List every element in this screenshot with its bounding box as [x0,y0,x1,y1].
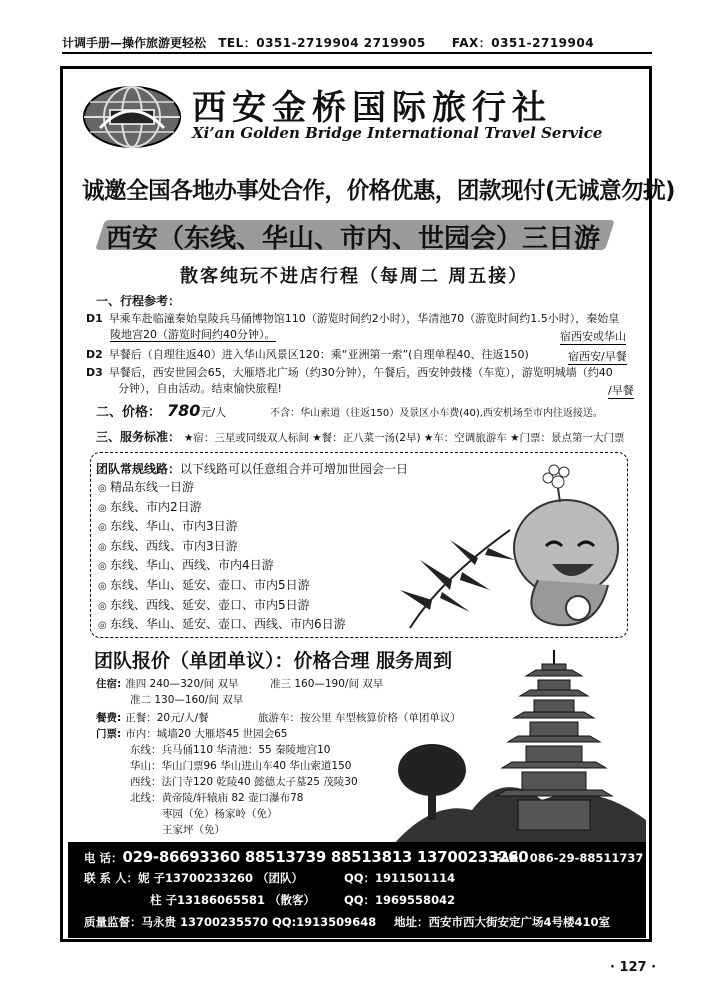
route-marker-icon: ◎ [98,541,107,553]
route-marker-icon: ◎ [98,620,107,632]
handbook-tagline: 计调手册—操作旅游更轻松 [62,36,207,50]
ticket-line-6: 枣园（免）杨家岭（免） [162,808,278,820]
service-label: 三、服务标准： [96,430,181,444]
routes-title-rest: 以下线路可以任意组合并可增加世园会一日 [180,462,409,476]
contact-qq-1: QQ：1911501114 [344,871,456,885]
route-marker-icon: ◎ [98,561,107,573]
itinerary-note-d2: 宿西安/早餐 [568,350,627,363]
ticket-line-4: 西线：法门寺120 乾陵40 懿德太子墓25 茂陵30 [130,776,358,788]
contact-person-2: 柱 子13186065581 （散客） [150,893,316,907]
itinerary-heading: 一、行程参考： [96,294,181,308]
lodging-line-1: 住宿: 准四 240—320/间 双早 [96,678,239,690]
routes-title [96,460,408,477]
list-item: ◎ 精品东线一日游 [98,478,346,498]
top-header-bar [62,34,652,54]
ticket-line-1: 门票: 市内：城墙20 大雁塔45 世园会65 [96,728,288,740]
itinerary-note-d3: /早餐 [608,384,634,397]
tour-title: 西安（东线、华山、市内、世园会）三日游 [106,224,601,254]
header-fax: FAX：0351-2719904 [451,36,595,50]
day-text: 分钟），自由活动。结束愉快旅程! [118,382,282,395]
lodging-label: 住宿: [96,678,122,690]
list-item: ◎ 东线、市内2日游 [98,498,346,518]
contact-person-1: 联 系 人：妮 子13700233260 （团队） [84,871,304,885]
mascot-character-icon [498,460,628,630]
phone-label: 电 话： [84,851,123,865]
quality-supervisor-line: 质量监督：马永贵 13700235570 QQ:1913509648 [84,915,377,929]
supervisor-label: 质量监督： [84,915,142,929]
meal-label: 餐费: [96,712,122,724]
day-text: 陵地宫20（游览时间约40分钟）。 [110,328,276,341]
pagoda-tower-icon [392,650,646,846]
ticket-label: 门票: [96,728,122,740]
contact-qq-2: QQ：1969558042 [344,893,456,907]
lodging-line-3: 准二 130—160/间 双早 [130,694,244,706]
contact-address: 地址：西安市西大街安定广场4号楼410室 [394,915,611,929]
itinerary-day-1 [86,312,619,326]
company-name-cn: 西安金桥国际旅行社 [192,88,552,128]
itinerary-day-1-cont [110,328,276,342]
tour-subtitle: 散客纯玩不进店行程（每周二 周五接） [180,266,529,287]
header-tel: TEL：0351-2719904 2719905 [218,36,426,50]
itinerary-day-3-cont [118,382,282,396]
day-label: D2 [86,348,103,361]
itinerary-note-d1: 宿西安或华山 [560,330,626,343]
service-text: ★宿：三星或同级双人标间 ★餐：正八菜一汤(2早) ★车：空调旅游车 ★门票：景点第一大门票 [184,432,625,444]
contact-box [68,842,646,938]
company-name-en: Xi’an Golden Bridge International Travel Service [192,124,603,142]
price-unit: 元/人 [200,406,227,419]
route-marker-icon: ◎ [98,483,107,494]
itinerary-day-2 [86,348,529,362]
route-marker-icon: ◎ [98,502,107,514]
list-item: ◎ 东线、华山、市内3日游 [98,517,346,537]
bus-line: 旅游车：按公里 车型核算价格（单团单议） [258,712,461,724]
route-marker-icon: ◎ [98,522,107,534]
route-marker-icon: ◎ [98,600,107,612]
price-row [96,401,603,420]
day-text: 早餐后，西安世园会65，大雁塔北广场（约30分钟），午餐后，西安钟鼓楼（车览），游览明城墙（约40 [108,366,613,379]
ticket-line-7: 王家坪（免） [162,824,225,836]
day-text: 早乘车赴临潼秦始皇陵兵马俑博物馆110（游览时间约2小时），华清池70（游览时间约1.5小时），秦始皇 [108,312,620,325]
meal-line: 餐费: 正餐：20元/人/餐 [96,712,209,724]
routes-title-bold: 团队常规线路： [96,462,181,476]
route-marker-icon: ◎ [98,580,107,592]
company-logo-area [76,78,642,158]
globe-bridge-logo-icon [80,84,184,150]
lodging-line-2: 准三 160—190/间 双早 [270,678,384,690]
list-item: ◎ 东线、西线、延安、壶口、市内5日游 [98,596,346,616]
list-item: ◎ 东线、华山、西线、市内4日游 [98,556,346,576]
itinerary-day-3 [86,366,613,380]
phone-numbers: 029-86693360 88513739 88513813 13700233260 [122,848,529,866]
route-list [98,478,346,635]
cooperation-banner: 诚邀全国各地办事处合作，价格优惠，团款现付(无诚意勿扰) [82,178,675,204]
page-number: · 127 · [610,960,657,975]
price-label: 二、价格： [96,405,162,420]
ticket-line-5: 北线：黄帝陵/轩辕庙 82 壶口瀑布78 [130,792,304,804]
contact-fax: FAX：086-29-88511737 [494,851,644,865]
list-item: ◎ 东线、华山、延安、壶口、市内5日游 [98,576,346,596]
day-label: D1 [86,312,103,325]
price-excluded: 不含：华山索道（往返150）及景区小车费(40),西安机场至市内往返接送。 [270,408,603,419]
list-item: ◎ 东线、西线、市内3日游 [98,537,346,557]
day-label: D3 [86,366,103,379]
people-label: 联 系 人： [84,871,139,885]
list-item: ◎ 东线、华山、延安、壶口、西线、市内6日游 [98,615,346,635]
tour-title-banner [100,216,620,256]
price-value: 780 [167,401,201,420]
quote-heading: 团队报价（单团单议）：价格合理 服务周到 [94,650,453,672]
day-text: 早餐后（自理往返40）进入华山风景区120：乘“亚洲第一索”(自理单程40、往返150) [108,348,529,361]
phone-line [84,848,528,866]
ticket-line-2: 东线：兵马俑110 华清池：55 秦陵地宫10 [130,744,331,756]
ticket-line-3: 华山：华山门票96 华山进山车40 华山索道150 [130,760,352,772]
service-row [96,428,625,445]
